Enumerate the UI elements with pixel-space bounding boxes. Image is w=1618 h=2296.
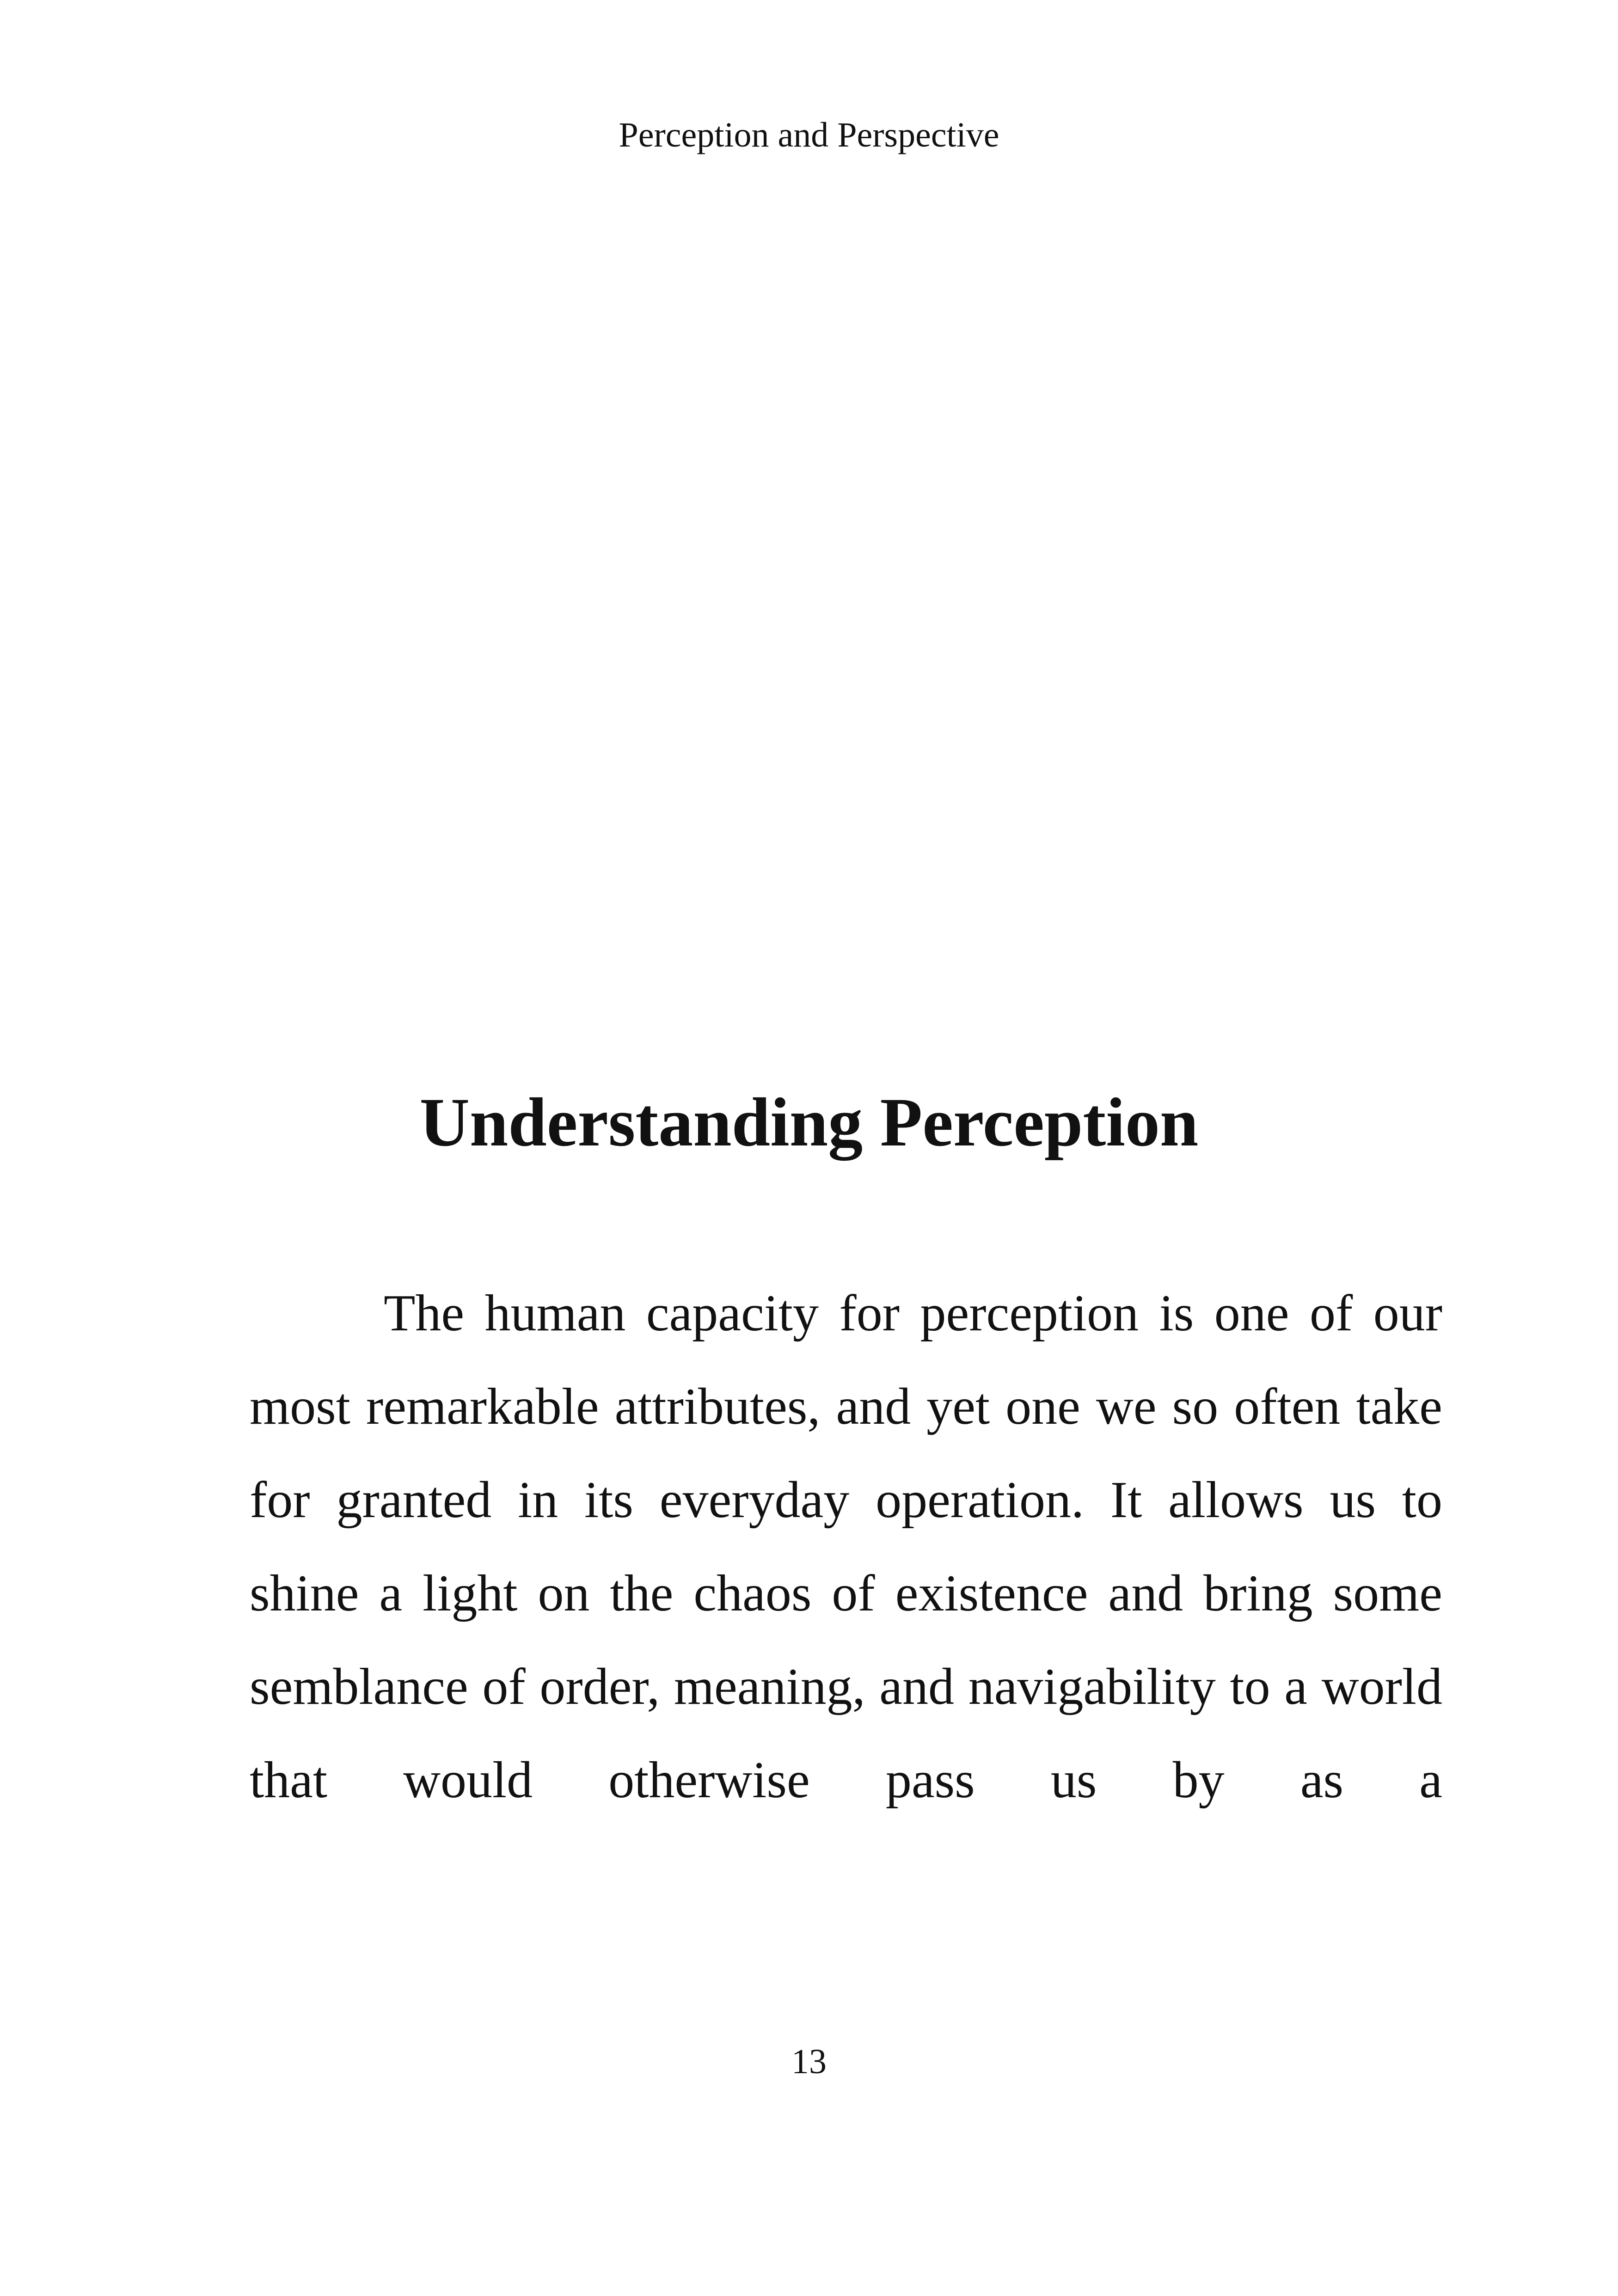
page-number: 13 [791,2042,827,2081]
body-paragraph: The human capacity for perception is one of our most remarkable attributes, and yet one we so often take for granted in its everyday operation. It allows us to shine a light on the chaos of existence and bring some semblance of order, meaning, and navigability to a world that would otherwise pass us by as a [250,1285,1442,1809]
running-header: Perception and Perspective [619,116,999,154]
chapter-title: Understanding Perception [419,1084,1199,1161]
